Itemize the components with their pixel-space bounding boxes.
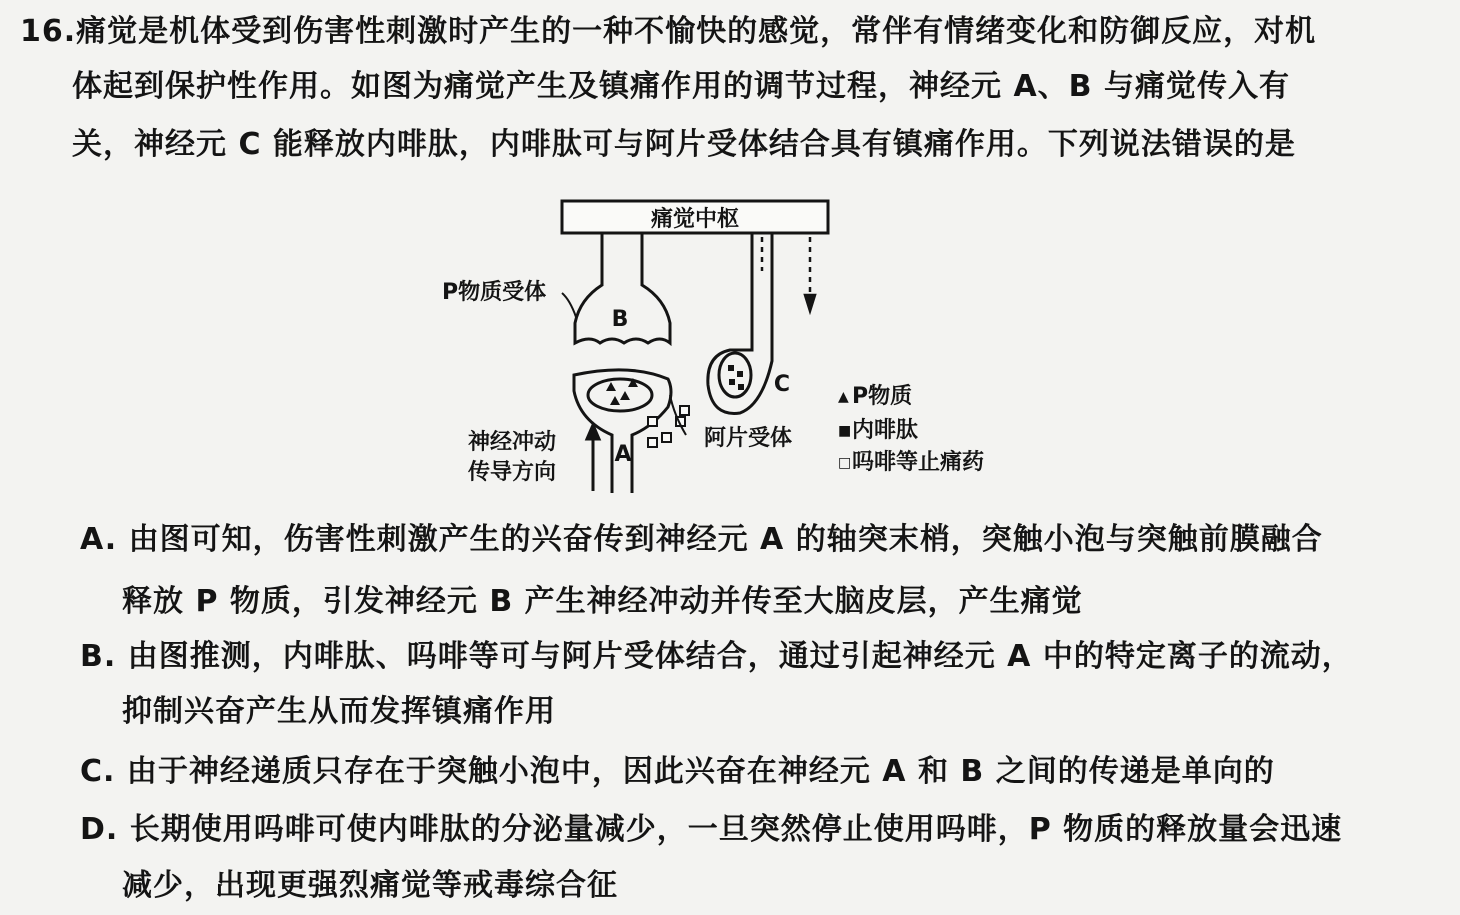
legend-symbol-2: ■ [838,423,852,439]
question-number: 16. [20,14,77,49]
question-line-1 [20,12,1316,52]
question-line-3: 关，神经元 C 能释放内啡肽，内啡肽可与阿片受体结合具有镇痛作用。下列说法错误的是 [72,127,1296,162]
descending-pathway [762,237,815,311]
pain-pathway-diagram [430,195,1030,500]
direction-label-2: 传导方向 [468,460,557,485]
legend-text-2: 内啡肽 [852,418,919,443]
question-text-1: 痛觉是机体受到伤害性刺激时产生的一种不愉快的感觉，常伴有情绪变化和防御反应，对机 [76,14,1317,49]
conduction-direction-arrow [587,425,599,491]
direction-label-1: 神经冲动 [468,430,557,455]
option-a-line-2: 释放 P 物质，引发神经元 B 产生神经冲动并传至大脑皮层，产生痛觉 [122,584,1083,619]
endorphin-particles [728,365,744,390]
question-line-2: 体起到保护性作用。如图为痛觉产生及镇痛作用的调节过程，神经元 A、B 与痛觉传入有 [72,69,1290,104]
pain-center-label: 痛觉中枢 [650,207,740,232]
p-substance-particles [606,378,638,405]
opioid-receptor-label: 阿片受体 [704,426,793,451]
neuron-b-label: B [611,307,629,332]
legend [838,383,984,475]
p-receptor-pointer [562,293,576,317]
option-d-line-1: D. 长期使用吗啡可使内啡肽的分泌量减少，一旦突然停止使用吗啡，P 物质的释放量会迅速 [80,812,1343,847]
option-c-line-1: C. 由于神经递质只存在于突触小泡中，因此兴奋在神经元 A 和 B 之间的传递是单向的 [80,754,1275,789]
option-b-line-1: B. 由图推测，内啡肽、吗啡等可与阿片受体结合，通过引起神经元 A 中的特定离子的流动， [80,639,1353,674]
p-receptor-label: P物质受体 [442,280,547,305]
legend-text-3: 吗啡等止痛药 [852,450,985,475]
option-d-line-2: 减少，出现更强烈痛觉等戒毒综合征 [122,868,618,903]
option-a-line-1: A. 由图可知，伤害性刺激产生的兴奋传到神经元 A 的轴突末梢，突触小泡与突触前膜融合 [80,522,1323,557]
neuron-a [574,370,671,493]
option-b-line-2: 抑制兴奋产生从而发挥镇痛作用 [122,694,556,729]
legend-symbol-1: ▲ [838,389,849,405]
neuron-c-label: C [773,372,791,397]
opioid-receptor-marks [648,406,689,447]
neuron-a-label: A [614,442,632,467]
legend-text-1: P物质 [852,384,913,409]
legend-symbol-3: □ [838,455,852,471]
